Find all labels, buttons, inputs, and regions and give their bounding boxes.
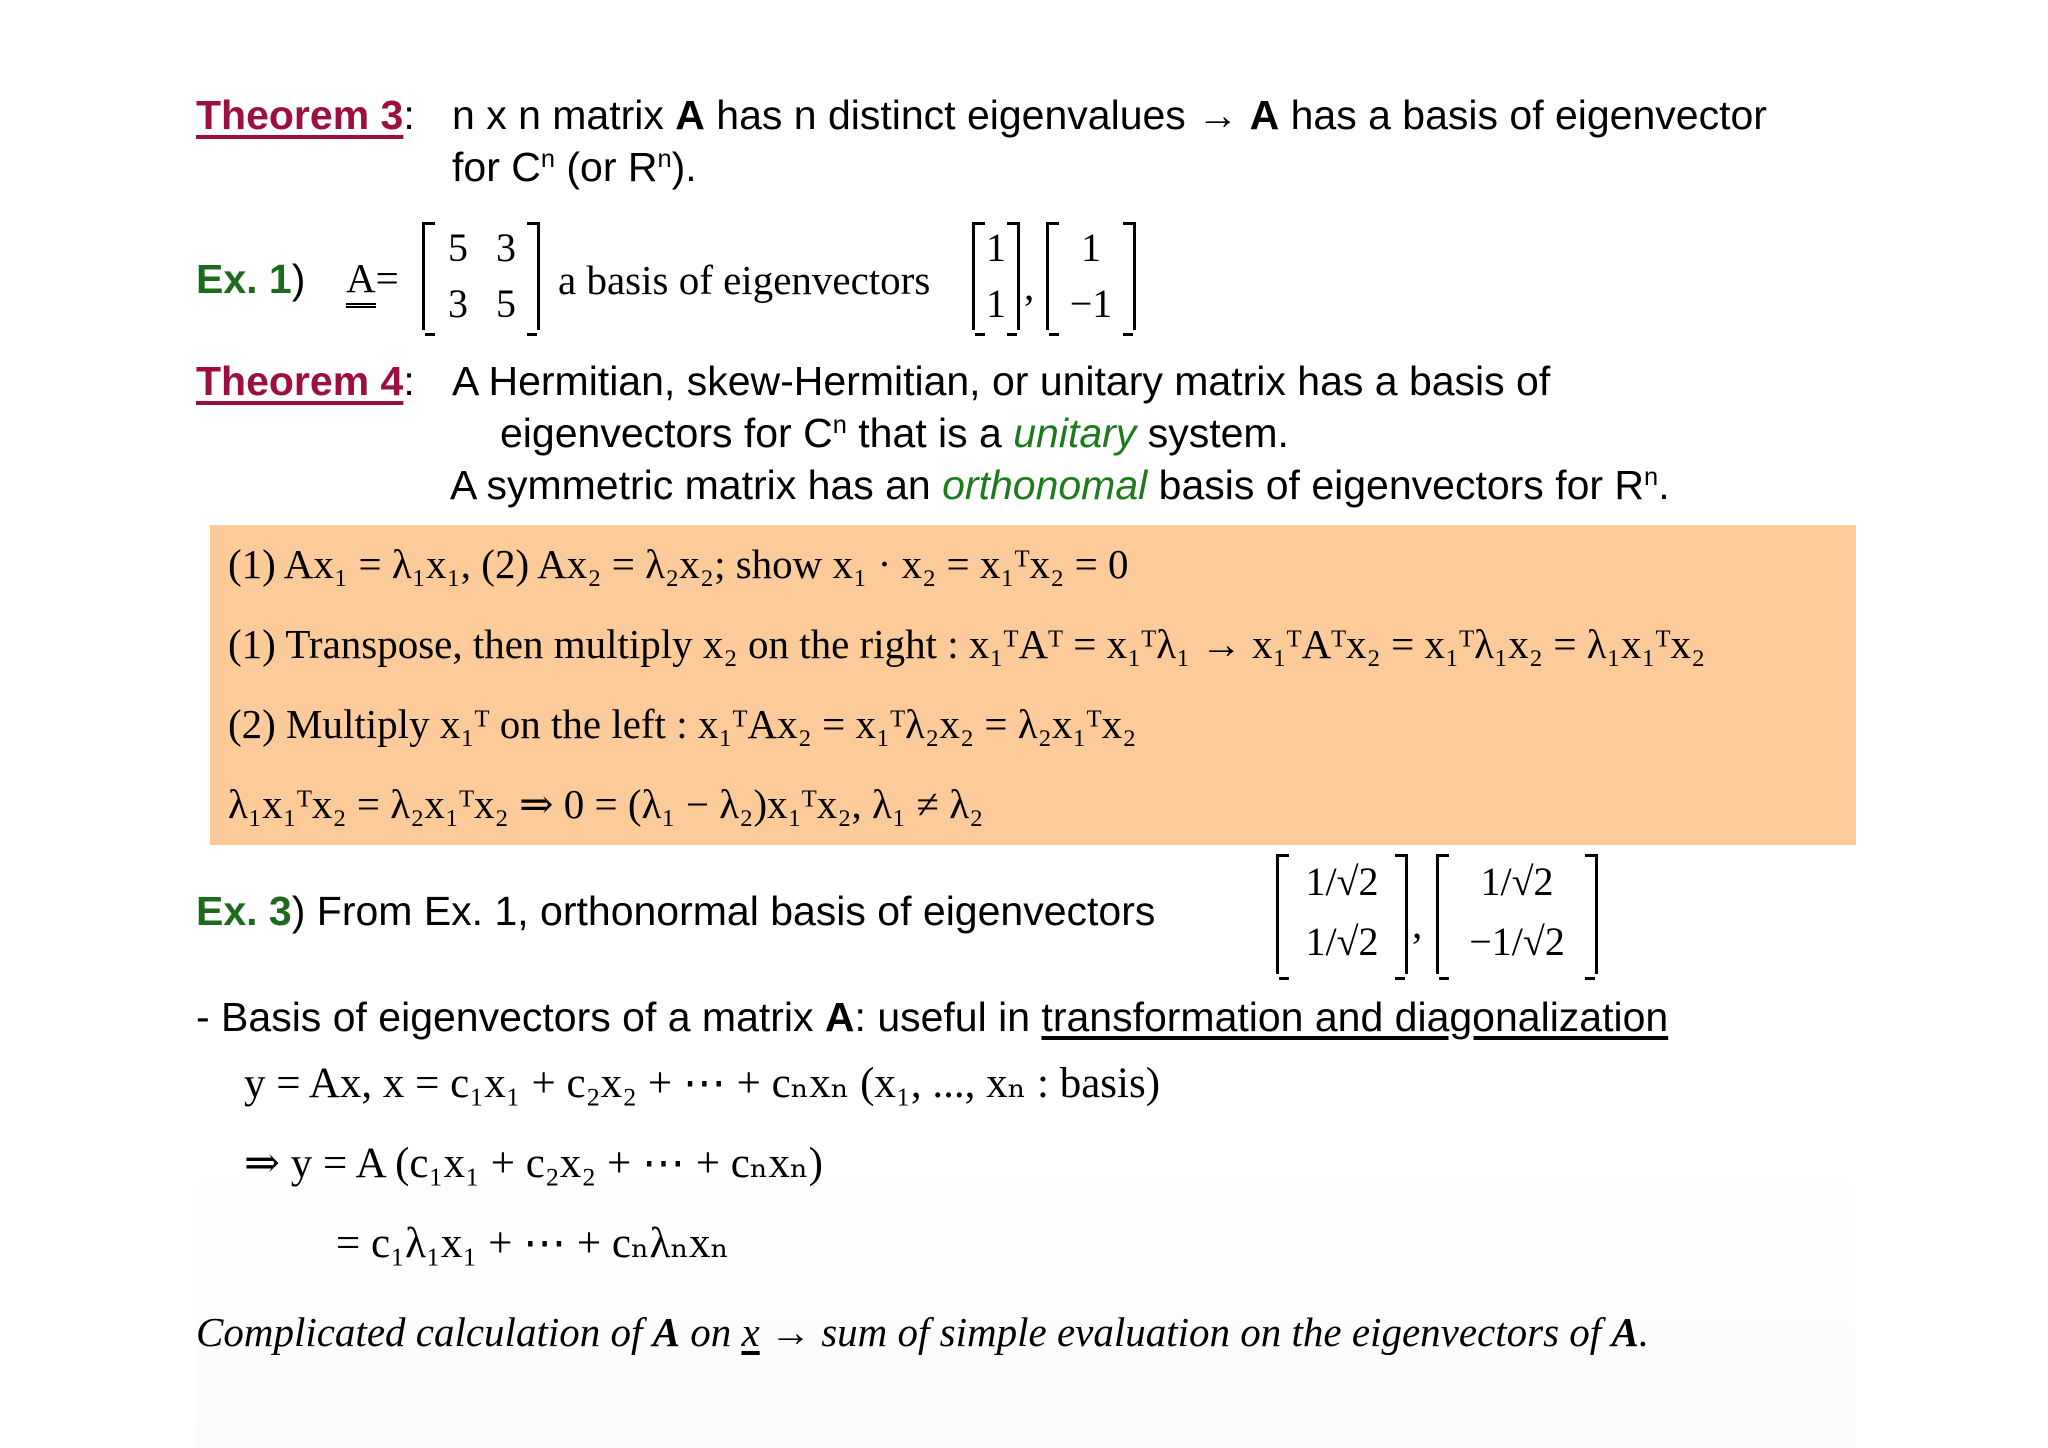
theorem-3-line-1: Theorem 3:: [196, 92, 415, 138]
example-1-text: a basis of eigenvectors: [558, 257, 931, 303]
vector-comma: ,: [1412, 901, 1423, 947]
example-1-lhs: A=: [346, 254, 399, 302]
orthonormal-vector-1: 1/√2 1/√2: [1276, 854, 1408, 974]
conclusion: Complicated calculation of A on x → sum of simple evaluation on the eigenvectors of A.: [196, 1309, 1650, 1355]
orthonormal-vector-2: 1/√2 −1/√2: [1436, 854, 1598, 974]
vector-comma: ,: [1024, 263, 1035, 309]
example-1-label: Ex. 1): [196, 256, 306, 302]
matrix-a: 5 3 3 5: [422, 222, 540, 330]
theorem-4-label: Theorem 4: [196, 358, 404, 404]
theorem-4-line-1: Theorem 4:: [196, 358, 415, 404]
theorem-3-label: Theorem 3: [196, 92, 404, 138]
proof-line-1: (1) Ax₁ = λ₁x₁, (2) Ax₂ = λ₂x₂; show x₁ · x₂ = x₁ᵀx₂ = 0: [228, 541, 1129, 587]
basis-equation-2: ⇒ y = A (c₁x₁ + c₂x₂ + ⋯ + cₙxₙ): [244, 1140, 823, 1187]
basis-equation-3: = c₁λ₁x₁ + ⋯ + cₙλₙxₙ: [336, 1220, 730, 1267]
theorem-3-statement: n x n matrix A has n distinct eigenvalues → A has a basis of eigenvector: [452, 92, 1767, 138]
proof-line-4: λ₁x₁ᵀx₂ = λ₂x₁ᵀx₂ ⇒ 0 = (λ₁ − λ₂)x₁ᵀx₂, λ₁ ≠ λ₂: [228, 781, 984, 827]
basis-equation-1: y = Ax, x = c₁x₁ + c₂x₂ + ⋯ + cₙxₙ (x₁, ..., xₙ : basis): [244, 1060, 1161, 1107]
theorem-3-line-2: for $C^n$ (or $R^n$).: [452, 144, 697, 190]
example-3-line: Ex. 3) From Ex. 1, orthonormal basis of eigenvectors: [196, 888, 1156, 934]
eigenvector-2: 1 −1: [1046, 222, 1136, 330]
eigenvector-1: 1 1: [972, 222, 1020, 330]
theorem-4-line-3: A symmetric matrix has an orthonomal basis of eigenvectors for $R^n$.: [450, 462, 1670, 508]
page-shadow: [195, 1150, 1855, 1448]
proof-line-3: (2) Multiply x₁ᵀ on the left : x₁ᵀAx₂ = x₁ᵀλ₂x₂ = λ₂x₁ᵀx₂: [228, 701, 1137, 747]
basis-heading: - Basis of eigenvectors of a matrix A: useful in transformation and diagonalization: [196, 994, 1669, 1040]
theorem-4-statement: A Hermitian, skew-Hermitian, or unitary matrix has a basis of: [452, 358, 1551, 404]
theorem-4-line-2: eigenvectors for $C^n$ that is a unitary system.: [500, 410, 1289, 456]
proof-line-2: (1) Transpose, then multiply x₂ on the right : x₁ᵀAᵀ = x₁ᵀλ₁ → x₁ᵀAᵀx₂ = x₁ᵀλ₁x₂ = λ₁x₁ᵀx₂: [228, 621, 1706, 667]
